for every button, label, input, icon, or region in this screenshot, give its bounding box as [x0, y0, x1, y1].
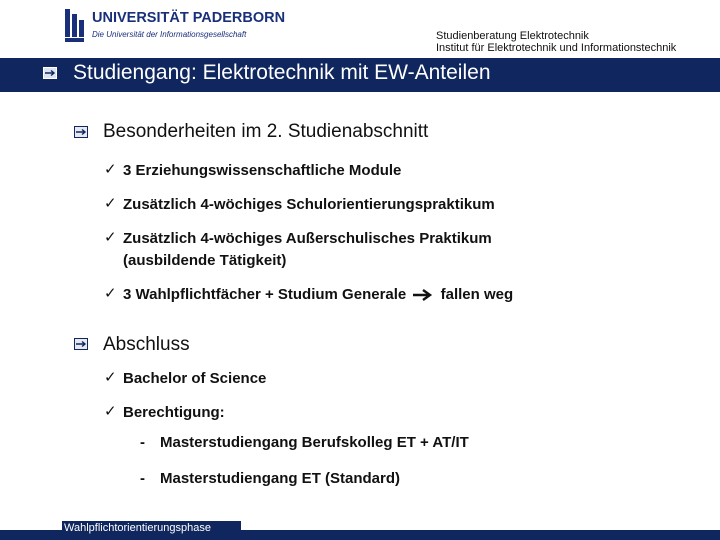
university-logo	[62, 6, 286, 52]
list-item: Zusätzlich 4-wöchiges Außerschulisches Praktikum	[123, 230, 492, 247]
arrow-square-icon	[74, 126, 88, 138]
section-heading-abschluss: Abschluss	[103, 334, 190, 355]
sub-list-item: Masterstudiengang ET (Standard)	[160, 470, 401, 487]
list-item: Zusätzlich 4-wöchiges Schulorientierungspraktikum	[123, 196, 495, 213]
section-heading-studienabschnitt: Besonderheiten im 2. Studienabschnitt	[103, 121, 429, 142]
list-item: Bachelor of Science	[123, 370, 267, 387]
department-line-1: Studienberatung Elektrotechnik	[436, 30, 589, 42]
checkmark-icon: ✓	[104, 229, 117, 246]
university-logo-icon	[64, 8, 86, 44]
department-line-2: Institut für Elektrotechnik und Informationstechnik	[436, 42, 677, 54]
logo-name: UNIVERSITÄT PADERBORN	[92, 10, 286, 26]
right-arrow-icon	[412, 288, 434, 302]
header-bar	[0, 0, 720, 58]
logo-tagline: Die Universität der Informationsgesellschaft	[92, 30, 247, 39]
footer-label: Wahlpflichtorientierungsphase	[64, 522, 211, 534]
list-item	[123, 284, 513, 305]
checkmark-icon: ✓	[104, 285, 117, 302]
list-item-result: fallen weg	[440, 286, 514, 303]
slide-title: Studiengang: Elektrotechnik mit EW-Anteilen	[73, 61, 491, 84]
dash-bullet: -	[140, 470, 145, 487]
sub-list-item: Masterstudiengang Berufskolleg ET + AT/IT	[160, 434, 469, 451]
department-info	[436, 30, 676, 54]
checkmark-icon: ✓	[104, 369, 117, 386]
list-item: 3 Erziehungswissenschaftliche Module	[123, 162, 402, 179]
list-item-text: 3 Wahlpflichtfächer + Studium Generale	[123, 286, 407, 303]
checkmark-icon: ✓	[104, 403, 117, 420]
checkmark-icon: ✓	[104, 161, 117, 178]
arrow-square-icon	[43, 67, 57, 79]
dash-bullet: -	[140, 434, 145, 451]
checkmark-icon: ✓	[104, 195, 117, 212]
list-item: Berechtigung:	[123, 404, 225, 421]
arrow-square-icon	[74, 338, 88, 350]
list-item-continuation: (ausbildende Tätigkeit)	[123, 252, 287, 269]
